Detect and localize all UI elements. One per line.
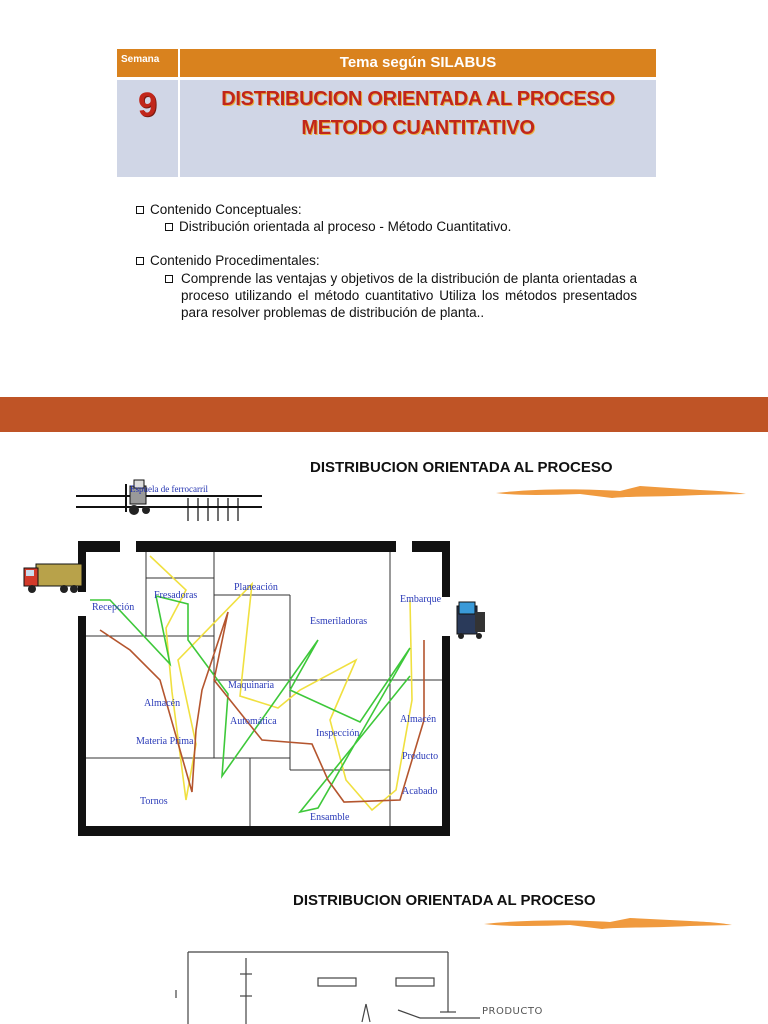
sketch-product-label: PRODUCTO — [482, 1006, 543, 1017]
topic-title-line-2: METODO CUANTITATIVO — [301, 117, 535, 139]
shipping-truck-icon — [457, 602, 485, 639]
title-underline-stroke — [496, 486, 746, 498]
week-label: Semana — [121, 54, 160, 65]
area-acabado: Acabado — [402, 786, 438, 797]
conceptual-heading-text: Contenido Conceptuales: — [150, 202, 302, 217]
area-recepcion: Recepción — [92, 602, 135, 613]
area-ensamble: Ensamble — [310, 812, 350, 823]
procedural-heading-text: Contenido Procedimentales: — [150, 253, 320, 268]
hand-sketch — [176, 952, 480, 1024]
area-esmeriladoras: Esmeriladoras — [310, 616, 368, 627]
slide3-underline-stroke — [484, 918, 732, 929]
rail-label: Espuela de ferrocarril — [130, 484, 208, 494]
slide3-title: DISTRIBUCION ORIENTADA AL PROCESO — [293, 892, 596, 909]
topic-title-line-1: DISTRIBUCION ORIENTADA AL PROCESO — [221, 88, 615, 110]
area-fresadoras: Fresadoras — [154, 590, 198, 601]
conceptual-item-text: Distribución orientada al proceso - Método Cuantitativo. — [179, 219, 512, 234]
area-inspeccion: Inspección — [316, 728, 360, 739]
area-embarque: Embarque — [400, 594, 442, 605]
area-tornos: Tornos — [140, 796, 168, 807]
slide2-title: DISTRIBUCION ORIENTADA AL PROCESO — [310, 459, 613, 476]
area-materia-prima: Materia Prima — [136, 736, 194, 747]
procedural-item-text: Comprende las ventajas y objetivos de la distribución de planta orientadas a proceso utilizando el método cuantitativo Utiliza los métodos presentados para resolver problemas de distribución de planta.. — [181, 271, 637, 320]
area-maquinaria: Maquinaria — [228, 680, 275, 691]
area-producto: Producto — [402, 751, 439, 762]
area-planeacion: Planeación — [234, 582, 278, 593]
area-automatica: Automática — [230, 716, 277, 727]
railway-spur — [76, 496, 262, 521]
week-number: 9 — [138, 86, 157, 124]
delivery-truck-icon — [24, 564, 82, 593]
area-almacen-materia: Almacén — [144, 698, 181, 709]
area-almacen-producto: Almacén — [400, 714, 437, 725]
topic-label: Tema según SILABUS — [339, 54, 497, 71]
